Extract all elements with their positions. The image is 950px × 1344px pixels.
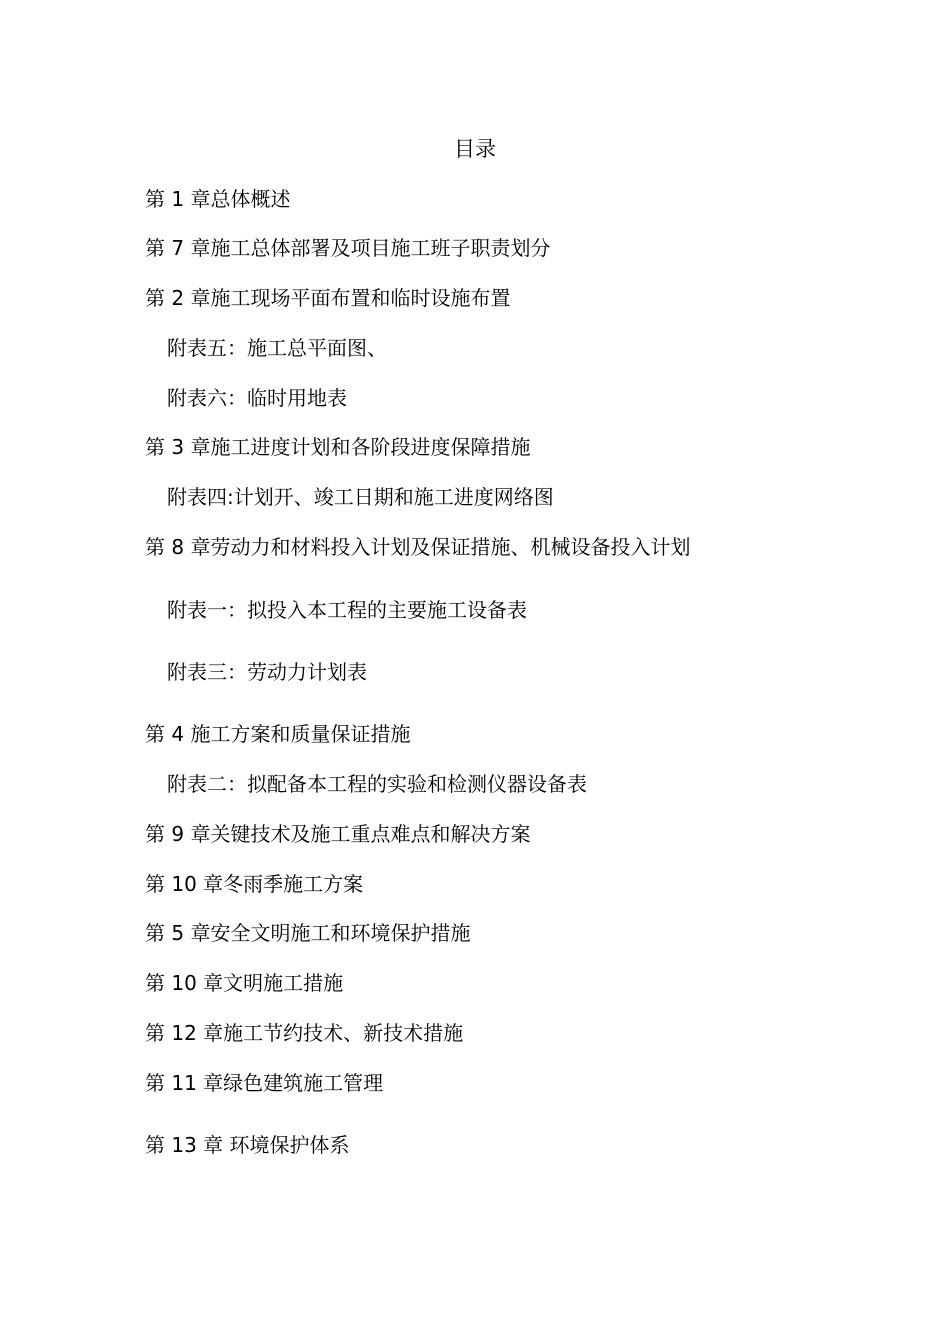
toc-entry-chapter-11: 第 11 章绿色建筑施工管理 [145,1071,384,1095]
toc-entry-chapter-12: 第 12 章施工节约技术、新技术措施 [145,1021,464,1045]
toc-entry-chapter-9: 第 9 章关键技术及施工重点难点和解决方案 [145,822,531,846]
toc-entry-appendix-2: 附表二：拟配备本工程的实验和检测仪器设备表 [167,772,587,796]
toc-entry-chapter-3: 第 3 章施工进度计划和各阶段进度保障措施 [145,435,531,459]
toc-entry-chapter-2: 第 2 章施工现场平面布置和临时设施布置 [145,286,511,310]
toc-entry-chapter-1: 第 1 章总体概述 [145,187,291,211]
toc-entry-appendix-5: 附表五：施工总平面图、 [167,336,387,360]
toc-entry-appendix-6: 附表六：临时用地表 [167,386,347,410]
toc-entry-chapter-13: 第 13 章 环境保护体系 [145,1133,350,1157]
toc-entry-chapter-10-winter-rain: 第 10 章冬雨季施工方案 [145,872,364,896]
toc-entry-appendix-1: 附表一：拟投入本工程的主要施工设备表 [167,598,527,622]
toc-title: 目录 [454,137,496,161]
toc-entry-chapter-7: 第 7 章施工总体部署及项目施工班子职责划分 [145,236,551,260]
toc-entry-appendix-4: 附表四:计划开、竣工日期和施工进度网络图 [167,485,554,509]
toc-entry-chapter-5: 第 5 章安全文明施工和环境保护措施 [145,921,471,945]
toc-entry-chapter-8: 第 8 章劳动力和材料投入计划及保证措施、机械设备投入计划 [145,535,691,559]
toc-entry-appendix-3: 附表三：劳动力计划表 [167,660,367,684]
toc-entry-chapter-10-civilized: 第 10 章文明施工措施 [145,971,344,995]
toc-entry-chapter-4: 第 4 施工方案和质量保证措施 [145,722,411,746]
